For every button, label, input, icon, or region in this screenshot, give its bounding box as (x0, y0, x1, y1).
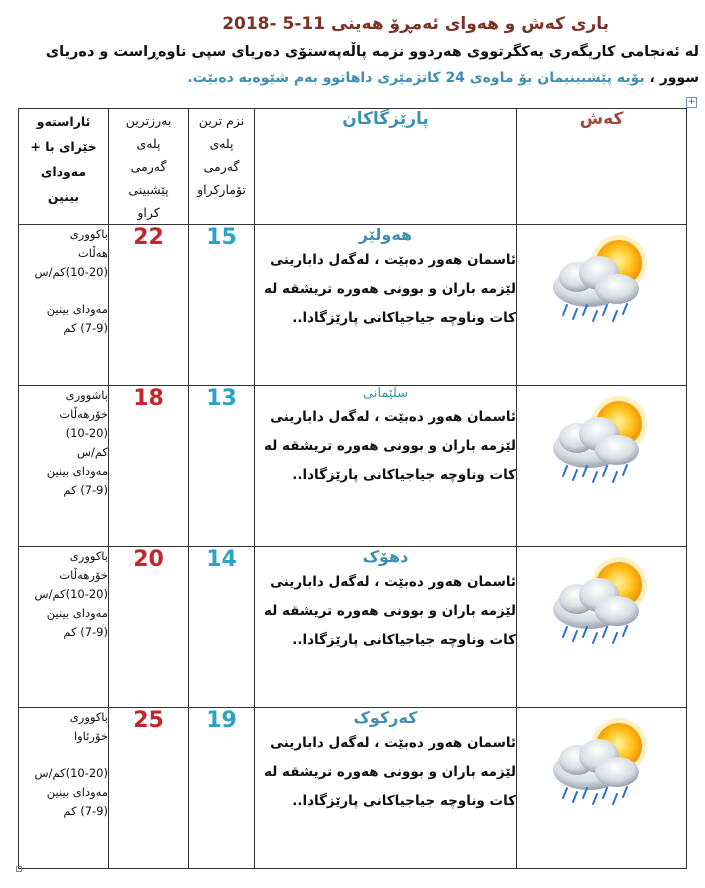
weather-cell (517, 386, 687, 547)
wind-cell (19, 225, 109, 386)
header-wind-line: مەودای (40, 164, 87, 179)
city-name: کەرکوک (353, 708, 418, 727)
header-wind-visibility (19, 109, 109, 225)
wind-line: باشووری (65, 388, 108, 402)
region-cell (255, 547, 517, 708)
report-title: باری کەش و هەوای ئەمڕۆ هەینی 11-5 -2018 (222, 14, 609, 34)
table-row (19, 547, 687, 708)
header-max-temp-line: پلەی (136, 136, 161, 151)
min-temp-value: 15 (189, 225, 255, 386)
header-max-temp-line: گەرمی (130, 159, 167, 174)
weather-cell (517, 225, 687, 386)
wind-line (19, 746, 108, 764)
city-name: دهۆک (362, 547, 409, 566)
wind-line: (10-20)کم/س (34, 766, 108, 780)
forecast-description: ئاسمان هەور دەبێت ، لەگەل دابارینی لێزمە باران و بوونی هەورە تریشقە لە کات وناوچە جیاجیاکانی پارێزگادا.. (264, 252, 516, 326)
wind-line: باکووری (69, 549, 108, 563)
sun-rain-cloud-icon (537, 708, 667, 818)
sun-rain-cloud-icon (537, 225, 667, 335)
wind-line: (10-20)کم/س (34, 587, 108, 601)
wind-line: مەودای بینین (46, 606, 108, 620)
header-min-temp-line: تۆمارکراو (197, 182, 246, 197)
wind-line: خۆرهەڵات (59, 568, 108, 582)
intro-line-2 (100, 70, 699, 86)
header-max-temp-line: پێشبینی (128, 182, 169, 197)
table-header-row (19, 109, 687, 225)
wind-line: باکووری (69, 227, 108, 241)
forecast-table (18, 108, 687, 869)
wind-cell (19, 386, 109, 547)
wind-cell (19, 708, 109, 869)
forecast-description: ئاسمان هەور دەبێت ، لەگەل دابارینی لێزمە باران و بوونی هەورە تریشقە لە کات وناوچە جیاجیاکانی پارێزگادا.. (264, 735, 516, 809)
region-cell (255, 386, 517, 547)
min-temp-value: 19 (189, 708, 255, 869)
wind-cell (19, 547, 109, 708)
table-row (19, 708, 687, 869)
intro-line-1: لە ئەنجامی کاریگەری یەکگرتووی هەردوو نزمە پاڵەپەستۆی دەریای سپی ناوەڕاست و دەریای (45, 44, 699, 60)
max-temp-value: 18 (109, 386, 189, 547)
header-wind-line: ئاراستەو (36, 114, 91, 129)
header-max-temp-line: بەرزترین (125, 113, 172, 128)
wind-line: (10-20) (65, 426, 108, 440)
wind-line: مەودای بینین (46, 464, 108, 478)
wind-line: مەودای بینین (46, 785, 108, 799)
header-min-temp-line: گەرمی (203, 159, 240, 174)
city-name: سلێمانی (362, 386, 409, 401)
weather-cell (517, 708, 687, 869)
sun-rain-cloud-icon (537, 386, 667, 496)
wind-line: مەودای بینین (46, 302, 108, 316)
region-cell (255, 225, 517, 386)
weather-cell (517, 547, 687, 708)
header-min-temp-line: نزم ترین (198, 113, 245, 128)
header-max-temp (109, 109, 189, 225)
table-move-handle-icon[interactable]: + (687, 97, 696, 107)
intro-line-2-lead: سوور ، (649, 70, 699, 86)
header-regions: پارێزگاکان (255, 109, 517, 225)
max-temp-value: 20 (109, 547, 189, 708)
wind-line: (7-9) کم (63, 804, 108, 818)
min-temp-value: 13 (189, 386, 255, 547)
header-wind-line: بینین (47, 189, 80, 204)
city-name: هەولێر (358, 225, 413, 244)
sun-rain-cloud-icon (537, 547, 667, 657)
max-temp-value: 25 (109, 708, 189, 869)
table-row (19, 225, 687, 386)
wind-line (19, 282, 108, 300)
region-cell (255, 708, 517, 869)
wind-line: (7-9) کم (63, 321, 108, 335)
min-temp-value: 14 (189, 547, 255, 708)
wind-line: باکووری (69, 710, 108, 724)
forecast-description: ئاسمان هەور دەبێت ، لەگەل دابارینی لێزمە باران و بوونی هەورە تریشقە لە کات وناوچە جیاجیاکانی پارێزگادا.. (264, 574, 516, 648)
wind-line: کم/س (76, 445, 108, 459)
wind-line: (7-9) کم (63, 483, 108, 497)
wind-line: خۆرئاوا (73, 729, 108, 743)
wind-line: هەڵات (77, 246, 108, 260)
wind-line: (10-20)کم/س (34, 265, 108, 279)
wind-line: خۆرهەڵات (59, 407, 108, 421)
header-min-temp-line: پلەی (209, 136, 234, 151)
header-wind-line: خێرای با + (30, 139, 97, 154)
max-temp-value: 22 (109, 225, 189, 386)
wind-line: (7-9) کم (63, 625, 108, 639)
header-weather: کەش (517, 109, 687, 225)
intro-line-2-rest: بۆیە پێشبینیمان بۆ ماوەی 24 کاتژمێری داهاتوو بەم شێوەیە دەبێت. (187, 70, 650, 86)
forecast-description: ئاسمان هەور دەبێت ، لەگەل دابارینی لێزمە باران و بوونی هەورە تریشقە لە کات وناوچە جیاجیاکانی پارێزگادا.. (264, 409, 516, 483)
table-resize-handle[interactable] (16, 866, 22, 872)
header-min-temp (189, 109, 255, 225)
table-row (19, 386, 687, 547)
header-max-temp-line: کراو (137, 205, 160, 220)
